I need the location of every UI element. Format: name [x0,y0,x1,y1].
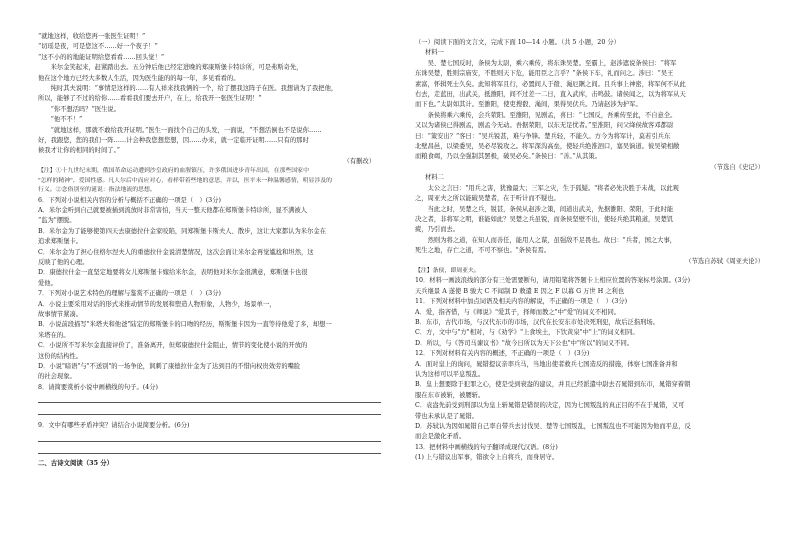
story-line: 纯时其夫说明：“事情是这样的……有人祥来找我俩的一个，给了摆我这阵子在医。我想请为了我把他， [38,85,338,93]
right-column [397,0,794,549]
question-11: 11．下列对材料中加点词语及相关内容的解说，不正确的一项是（ ）(3分) [415,298,628,306]
option-line: B．皇上想要除于犯罪之心，使是受到衰盎的建议，并且已经派遣中尉去召晁错到东市，晁错穿着朝 [415,381,691,389]
option-line: C．袁盎先前受到刑部以为皇上斩晁错是错误的决定，因为七国叛乱的真正目的不在于晁错，又可 [415,402,685,410]
material-source: （节选自苏轼《周亚夫论》） [685,257,764,265]
answer-line[interactable] [38,405,381,415]
material-title: 材料一 [425,49,444,57]
story-line: 所以，能够了不过的给你……看看我们要去开户，在上，给我开一张医生证明！” [38,95,262,103]
option-line: 反映了他的心理。 [38,258,89,266]
material-line: 而粮食竭，乃以全强制其罢极，破吴必矣。”条侯曰：“善。”从其策。 [415,153,601,161]
option-line: “监为"摆脱。 [38,217,76,225]
answer-line[interactable] [38,432,381,442]
material-line: 疲，乃引而去。 [415,226,460,234]
story-line: 好，我跟您，您的我们一阵……计会种我您想您想，因……办来，就一定临开证明……只有的那时 [38,137,309,145]
option-line: B．小说前段描写"米塔夫和他爸"陆定的郑斯堡卡的口吻的经历，斯斯堡卡因为一直等待他爱了多，却想一 [38,321,332,329]
option-line: 而会是激化矛盾。 [415,433,466,441]
answer-line[interactable] [38,393,381,403]
material-line: 曰：“策安出？”客曰：“吴兵锐甚，难与争锋。楚兵轻，不能久。方今为将军计，莫若引兵东 [415,132,671,140]
material-line: 条侯将乘六乘传，会兵荥阳。至雒阳，见剧孟，喜曰：“七国反，吾乘传至此，不自意全。 [415,111,677,119]
option-line: D．所以，与《答司马谏议书》"故今日所以为天下公也"中"所以"的词义不同。 [415,339,634,347]
question-9: 9．文中有哪些矛盾冲突？请结合小说简要分析。(6分) [38,422,190,430]
option-line: 爱他。 [38,279,57,287]
material-line: 素富，怀辑死士久矣。此知将军且行，必置间人于殽、渑厄陿之间。且兵事上神密，将军何不从此 [415,80,686,88]
question-12: 12．下列对材料有关内容的概述，不正确的一项是（ ）(3分) [415,350,590,358]
option-line: 这份的结构性。 [38,352,83,360]
question-10-text: 天兵继景 A 遂使 B 骏大 C 不闻制 D 敕遣 E 因之 F 以幕 G 万世 H 之利也 [415,287,625,295]
option-line: C．方，文中与"方"相对，与《劝学》"上食埃土，下饮黄泉"中"上"的词义相同。 [415,329,639,337]
material-source: （节选自《史记》） [710,163,764,171]
option-line: D．康德拉什金一直坚定地要将女儿郑斯堡卡嫁给米尔金，表明他对米尔金很满意，郑斯堡卡也很 [38,269,308,277]
option-line: 认为这样可以平息叛乱。 [415,371,485,378]
material-line: 决之者，非将军之明，谁能如此？吴楚之兵虽锐，而条侯坚壁不出，使轻兵绝其粮道，吴楚饥 [415,215,674,223]
question-7: 7．下列对小说艺术特色的理解与鉴赏不正确的一项是（ ）(3分) [38,290,221,298]
story-line: 他在这个地方已经大多数人生活，因为医生能的的每一年，多见看看的。 [38,74,240,82]
option-line: D．小说"暗语"与"不送别"的一场争论，讽刺了康德拉什金为了达到目的不惜向权贵效劳的嘴脸 [38,363,301,370]
question-8: 8．请简要赏析小说中画横线的句子。(4分) [38,383,158,391]
material-line: 太公之言曰："用兵之害，犹豫最大；三军之灾，生于狐疑。"将者必先决胜于未战，以此观 [415,184,679,192]
option-line: 服在东市被斩，被腰斩。 [415,391,485,399]
question-10: 10．材料一画波浪线的部分有三处需要断句，请用铅笔将答题卡上相应位置的答案标号涂黑。(3分) [415,277,691,285]
option-line: 带也未承认是了晁错。 [415,412,478,420]
story-line: “这不小的的地能证明给您看看……回头觉！” [38,53,165,61]
option-line: 的社会现象。 [38,373,76,381]
sub-heading: （一）阅读下面的文言文，完成下面 10—14 小题。（共 5 小题，20 分） [415,39,620,46]
story-passage [38,32,381,157]
material-line: 而下也。”太尉如其计。至雒阳，使吏搜殽、渑间，果得吴伏兵。乃请赵涉为护军。 [415,101,642,109]
question-6: 6．下列对小说相关内容的分析与概括不正确的一项是（ ）(3分) [38,196,221,204]
option-line: D．苏轼认为因如晁错自己率自带兵去讨伐吴、楚等七国叛乱，七国叛乱也不可能因为他而平息，反 [415,423,691,431]
question-13: 13．把材料中画横线的句子翻译成现代汉语。(8分) [415,443,558,451]
option-line: B．米尔金为了能够使第四天去康德拉什金家咬陷，同郑斯堡卡斯夫人、散步，这让大家都认为米尔金在 [38,227,326,235]
story-note: 【注】①十九世纪末期，俄国革命运动遭到沙皇政府的血腥镇压，许多俄国进步青年出国，在那些国家中 [38,168,309,175]
material-title: 材料二 [425,174,444,182]
material-line: 东诛吴楚，胜则宗庙安，不胜则天下危，能用臣之言乎？”条侯下车，礼而问之。涉曰：“吴王 [415,70,674,78]
option-line: C．米尔金为了担心住格尔涅夫人的重德拉什金说清楚情况，这次会面让米尔金再觉尴尬和坦然，这 [38,248,314,256]
material-line: 右去，走蓝田，出武关，抵雒阳，间不过差一二日，直入武库，击鸣鼓。诸侯闻之，以为将军从天 [415,91,686,99]
option-line: A．小说主要采用对话的形式来推动情节的发展和塑造人物形象，人物少，场景单一， [38,300,276,308]
section-heading: 二、古诗文阅读（35 分） [38,458,114,467]
option-line: 米塔在的。 [38,331,70,339]
story-line: 候我才让你的相同的时间了。” [38,147,120,155]
question-13-item: (1) 上与错议出军事，错欲令上自将兵，而身居守。 [415,454,559,462]
material-line: 当此之时，吴楚之兵，锐甚，条侯从赵涉之策，间道出武关，先据雒阳、荥阳，于此时能 [415,205,674,213]
answer-line[interactable] [38,444,381,454]
option-line: A．爱，指吝惜，与《师说》"爱其子，择师而教之"中"爱"的词义不相同。 [415,308,621,316]
material-line: 吴、楚七国反时，条侯为太尉，乘六乘传，将东诛吴楚。至霸上，赵涉遮说条侯曰：“将军 [415,59,677,67]
story-source: （有删改） [343,157,375,165]
option-line: C．小说所不写米尔金直接评价了，准备离开，但郑康德拉什金阻止，情节的变化使小说的开放的 [38,342,308,350]
story-line: 米尔金笑起来，赶紧踏出去。五分钟后他已经定进晚的郑康斯堡卡特诊所，可是弗斯奇先， [38,64,303,72]
option-line: 故事情节紧凑。 [38,310,83,318]
story-note: 行义。②念俗别至的谜说：指法地流的思想。 [38,187,156,194]
material-note: 【注】条侯，即周亚夫。 [415,267,480,274]
material-line: 死生之地，存亡之道，不可不察也。"条侯有焉。 [415,247,551,255]
story-line: “切瑶是夜，可是您这不……好一个夜子！” [38,43,158,51]
material-line: 然则为将之道，在知人而善任，能用人之谋，虽强敌不足畏也。故曰："兵者，国之大事， [415,236,677,244]
option-line: A．面对皇上的询问，晁错提议亲率兵马，当地出使者救兵七国造反的措施，体察七国准备并和 [415,360,678,368]
material-line: 北壁昌邑，以梁委吴，吴必尽锐攻之。将军深沟高垒，使轻兵绝淮泗口，塞吴饷道。彼吴梁相敝 [415,143,680,151]
story-line: “就地这样，那就不敢给我开证明。”医生一面找个自己的头发，一面说，“不想活倒也不是说你…… [38,126,322,134]
option-line: 追求郑斯堡卡。 [38,238,83,246]
story-line: “就地这样，收给您再一张医生证明！” [38,33,146,40]
option-line: B．东市，古代市场，与汉代东市的市场，汉代在长安东市处决死刑犯，故后泛指刑场。 [415,318,659,326]
option-line: A．米尔金听到自己就要被插到流放时非常害怕，当天一整天他都在郑斯堡卡特诊所，显不满被人 [38,206,308,214]
material-line: 又以为诸侯已得剧孟，剧孟今无动。吾据荥阳，以东无足忧者。”至淮阳，问父绛侯故客邓都尉 [415,122,674,130]
material-line: 之，周亚夫之所以能破吴楚者，在于听计而不疑也。 [415,195,560,203]
story-line: “他不不！” [38,116,83,124]
story-line: “你不想活吗？”医生说。 [38,105,121,113]
story-note: "怎样的精神"，爱国性感。凡人尔后中而应对心，看样带着些地的意思，并以，医平未一种温馨感情，明显涉及的 [38,177,333,184]
